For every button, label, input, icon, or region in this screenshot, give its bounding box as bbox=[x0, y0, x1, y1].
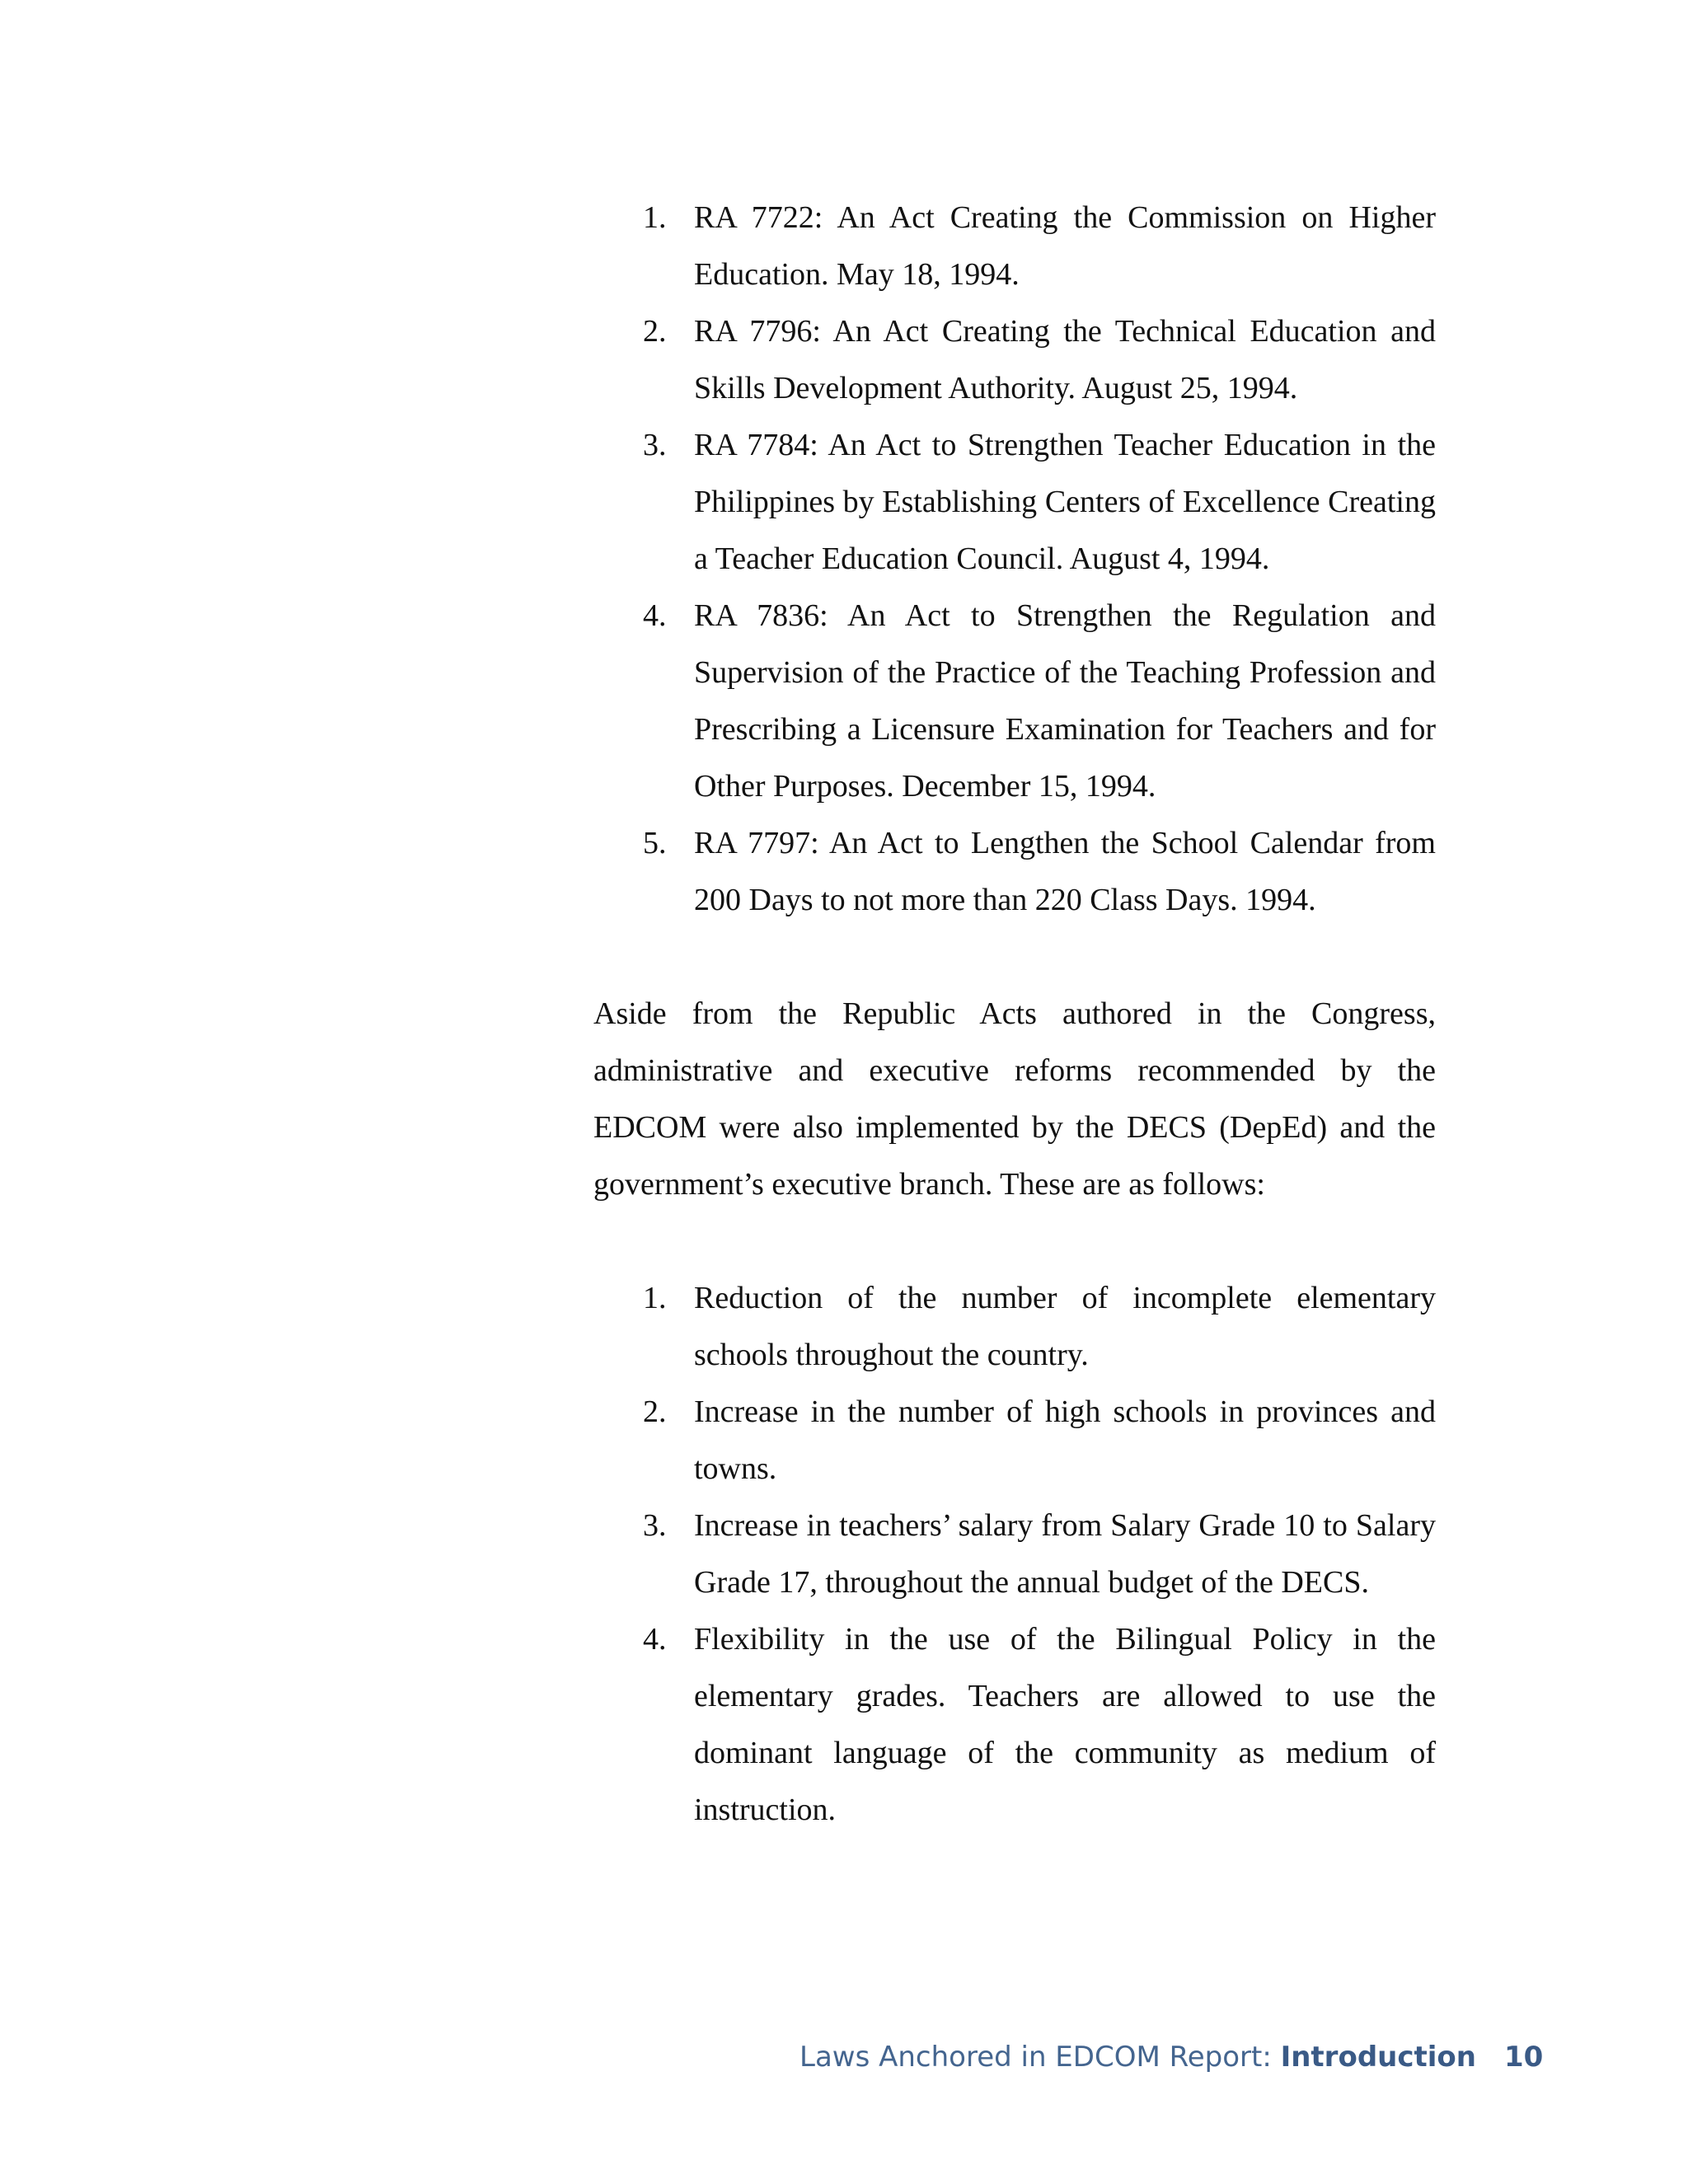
list-item-text: RA 7836: An Act to Strengthen the Regulation and Supervision of the Practice of the Teaching Profession and Prescribing a Licensure Examination for Teachers and for Other Purposes. December 15, 1994. bbox=[694, 598, 1436, 804]
list-item bbox=[593, 417, 1436, 588]
list-number: 1. bbox=[643, 200, 667, 235]
executive-reforms-list bbox=[593, 1270, 1436, 1839]
list-item-text: RA 7722: An Act Creating the Commission on Higher Education. May 18, 1994. bbox=[694, 200, 1436, 292]
list-number: 3. bbox=[643, 428, 667, 462]
list-number: 4. bbox=[643, 1622, 667, 1657]
page-footer bbox=[799, 2041, 1544, 2074]
list-number: 5. bbox=[643, 826, 667, 860]
list-item bbox=[593, 588, 1436, 815]
list-item bbox=[593, 815, 1436, 929]
list-number: 4. bbox=[643, 598, 667, 633]
list-item bbox=[593, 1611, 1436, 1839]
list-item bbox=[593, 303, 1436, 417]
list-number: 1. bbox=[643, 1281, 667, 1315]
document-body bbox=[593, 190, 1436, 1839]
list-item-text: RA 7796: An Act Creating the Technical Education and Skills Development Authority. August 25, 1994. bbox=[694, 314, 1436, 405]
list-item bbox=[593, 1497, 1436, 1611]
list-number: 2. bbox=[643, 314, 667, 349]
list-item-text: Increase in teachers’ salary from Salary Grade 10 to Salary Grade 17, throughout the annual budget of the DECS. bbox=[694, 1508, 1436, 1600]
list-item bbox=[593, 1384, 1436, 1497]
list-number: 3. bbox=[643, 1508, 667, 1543]
list-item-text: Flexibility in the use of the Bilingual Policy in the elementary grades. Teachers are allowed to use the dominant language of the community as medium of instruction. bbox=[694, 1622, 1436, 1827]
footer-section: Introduction bbox=[1280, 2041, 1476, 2074]
republic-acts-list bbox=[593, 190, 1436, 929]
list-item-text: Increase in the number of high schools in provinces and towns. bbox=[694, 1394, 1436, 1486]
list-item-text: RA 7797: An Act to Lengthen the School Calendar from 200 Days to not more than 220 Class Days. 1994. bbox=[694, 826, 1436, 917]
list-item-text: Reduction of the number of incomplete elementary schools throughout the country. bbox=[694, 1281, 1436, 1372]
list-number: 2. bbox=[643, 1394, 667, 1429]
page-number: 10 bbox=[1503, 2041, 1544, 2074]
intro-paragraph: Aside from the Republic Acts authored in the Congress, administrative and executive reforms recommended by the EDCOM were also implemented by the DECS (DepEd) and the government’s executive branch. These are as follows: bbox=[593, 996, 1436, 1202]
list-item bbox=[593, 190, 1436, 303]
list-item-text: RA 7784: An Act to Strengthen Teacher Education in the Philippines by Establishing Centers of Excellence Creating a Teacher Education Council. August 4, 1994. bbox=[694, 428, 1436, 576]
footer-title: Laws Anchored in EDCOM Report: bbox=[799, 2041, 1281, 2074]
list-item bbox=[593, 1270, 1436, 1384]
